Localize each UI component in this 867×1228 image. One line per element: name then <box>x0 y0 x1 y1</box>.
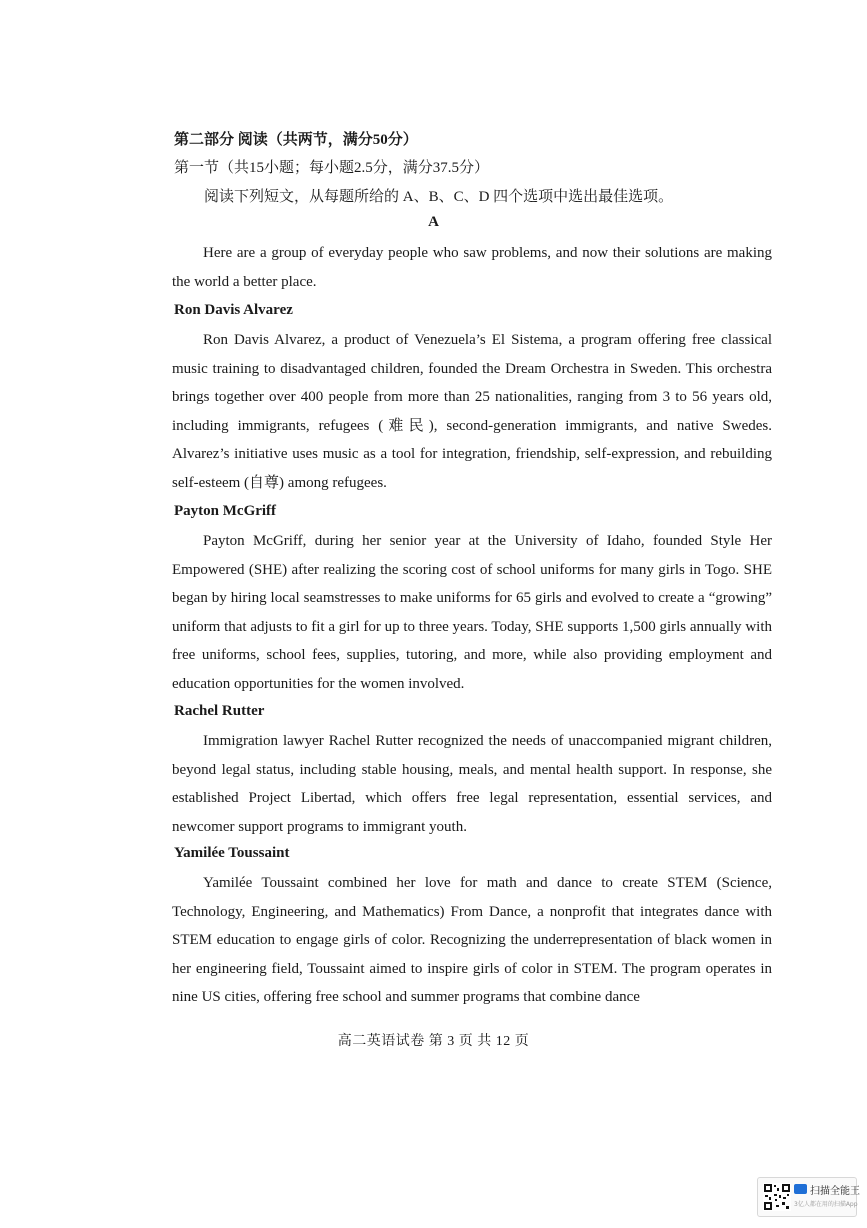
person-text-toussaint: Yamilée Toussaint combined her love for math and dance to create STEM (Science, Technology, Engineering, and Mathematics) From Dance, a nonprofit that integrates dance with STEM education to engage girls of color. Recognizing the underrepresentation of black women in her engineering field, Toussaint aimed to inspire girls of color in STEM. The program operates in nine US cities, offering free school and summer programs that combine dance <box>172 875 772 1006</box>
instruction-text: 阅读下列短文，从每题所给的 A、B、C、D 四个选项中选出最佳选项。 <box>204 189 674 205</box>
part-title: 第二部分 阅读（共两节，满分50分） <box>174 132 418 148</box>
page-footer: 高二英语试卷 第 3 页 共 12 页 <box>337 1034 530 1049</box>
person-name-toussaint: Yamilée Toussaint <box>174 845 290 861</box>
person-name-rutter: Rachel Rutter <box>174 703 265 719</box>
passage-label: A <box>428 214 439 230</box>
person-text-rutter: Immigration lawyer Rachel Rutter recognized the needs of unaccompanied migrant children, beyond legal status, including stable housing, meals, and mental health support. In response, she established Project Libertad, which offers free legal representation, essential services, and newcomer support programs to immigrant youth. <box>172 733 772 835</box>
person-text-mcgriff: Payton McGriff, during her senior year at the University of Idaho, founded Style Her Empowered (SHE) after realizing the scoring cost of school uniforms for many girls in Togo. SHE began by hiring local seamstresses to make uniforms for 65 girls and evolved to create a “growing” uniform that adjusts to fit a girl for up to three years. Today, SHE supports 1,500 girls annually with free uniforms, school fees, supplies, tutoring, and more, while also providing employment and education opportunities for the women involved. <box>172 533 772 692</box>
scanner-logo-icon <box>794 1184 807 1194</box>
person-name-mcgriff: Payton McGriff <box>174 503 277 519</box>
scanner-app-name: 扫描全能王 <box>810 1186 860 1197</box>
subsection-title: 第一节（共15小题；每小题2.5分，满分37.5分） <box>174 160 490 176</box>
person-text-alvarez: Ron Davis Alvarez, a product of Venezuela’s El Sistema, a program offering free classical music training to disadvantaged children, founded the Dream Orchestra in Sweden. This orchestra brings together over 400 people from more than 25 nationalities, ranging from 3 to 56 years old, including immigrants, refugees (难民), second-generation immigrants, and native Swedes. Alvarez’s initiative uses music as a tool for integration, friendship, self-expression, and rebuilding self-esteem (自尊) among refugees. <box>172 332 772 491</box>
passage-intro: Here are a group of everyday people who saw problems, and now their solutions are making the world a better place. <box>172 245 772 290</box>
scanner-app-tagline: 3亿人都在用的扫描App <box>794 1201 858 1208</box>
scanner-watermark <box>757 1177 860 1217</box>
person-name-alvarez: Ron Davis Alvarez <box>174 302 293 318</box>
qr-code-icon <box>763 1183 791 1211</box>
